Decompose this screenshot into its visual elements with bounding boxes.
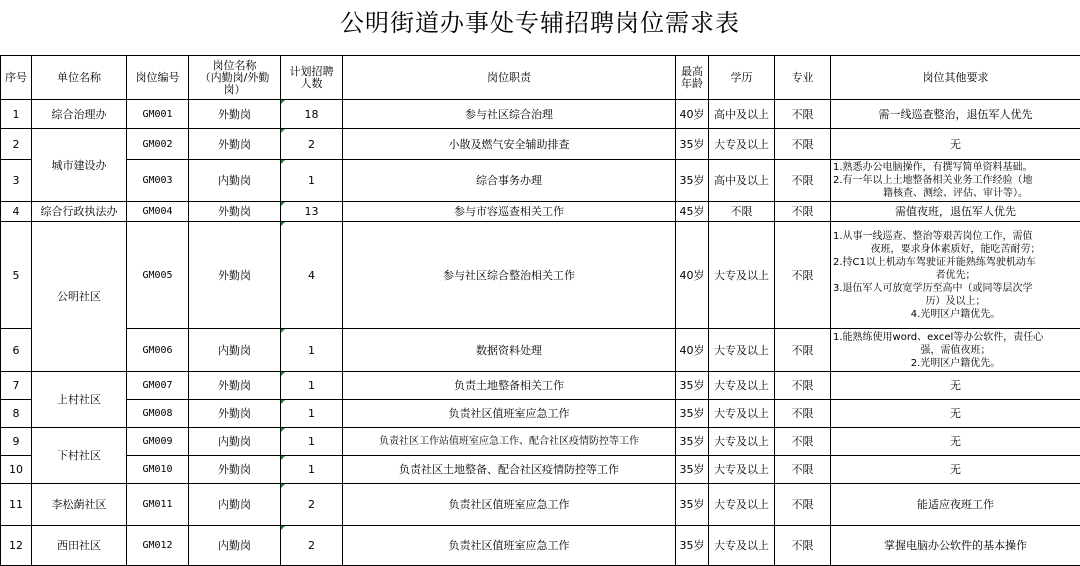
page-title: 公明街道办事处专辅招聘岗位需求表 <box>340 8 740 37</box>
other-line: 历）及以上； <box>925 295 986 307</box>
cell-edu: 大专及以上 <box>709 484 775 526</box>
cell-major: 不限 <box>775 428 831 456</box>
cell-unit: 西田社区 <box>32 526 127 566</box>
cell-code: GM011 <box>127 484 189 526</box>
cell-type: 外勤岗 <box>189 202 281 222</box>
cell-duty: 负责社区工作站值班室应急工作、配合社区疫情防控等工作 <box>343 428 676 456</box>
cell-unit: 综合治理办 <box>32 100 127 129</box>
cell-type: 外勤岗 <box>189 372 281 400</box>
cell-type: 内勤岗 <box>189 329 281 372</box>
cell-code: GM005 <box>127 222 189 329</box>
cell-count: 1 <box>281 329 343 372</box>
cell-type: 外勤岗 <box>189 100 281 129</box>
cell-count: 1 <box>281 400 343 428</box>
other-line: 夜班，要求身体素质好，能吃苦耐劳； <box>870 243 1041 255</box>
other-line: 1.从事一线巡查、整治等艰苦岗位工作，需值 <box>833 230 1033 242</box>
cell-type: 外勤岗 <box>189 129 281 160</box>
table-row <box>1 526 1080 566</box>
cell-edu: 大专及以上 <box>709 526 775 566</box>
cell-major: 不限 <box>775 160 831 202</box>
cell-count: 1 <box>281 372 343 400</box>
other-line: 1.能熟练使用word、excel等办公软件，责任心 <box>833 331 1044 343</box>
header-other: 岗位其他要求 <box>831 56 1080 100</box>
cell-age: 40岁 <box>676 329 709 372</box>
cell-unit: 上村社区 <box>32 372 127 428</box>
cell-unit: 综合行政执法办 <box>32 202 127 222</box>
cell-other: 无 <box>831 428 1080 456</box>
table-row <box>1 428 1080 456</box>
cell-other: 无 <box>831 400 1080 428</box>
cell-code: GM009 <box>127 428 189 456</box>
cell-count: 1 <box>281 160 343 202</box>
cell-other: 能适应夜班工作 <box>831 484 1080 526</box>
cell-edu: 大专及以上 <box>709 456 775 484</box>
cell-duty: 负责土地整备相关工作 <box>343 372 676 400</box>
cell-edu: 大专及以上 <box>709 428 775 456</box>
cell-duty: 数据资料处理 <box>343 329 676 372</box>
other-line: 强，需值夜班； <box>920 344 991 356</box>
cell-code: GM012 <box>127 526 189 566</box>
cell-code: GM002 <box>127 129 189 160</box>
header-age-line: 最高 <box>681 64 703 78</box>
cell-age: 35岁 <box>676 129 709 160</box>
cell-edu: 高中及以上 <box>709 160 775 202</box>
header-count <box>281 56 343 100</box>
cell-no: 1 <box>1 100 32 129</box>
other-line: 2.持C1以上机动车驾驶证并能熟练驾驶机动车 <box>833 256 1036 268</box>
cell-edu: 大专及以上 <box>709 222 775 329</box>
cell-type: 外勤岗 <box>189 400 281 428</box>
cell-major: 不限 <box>775 456 831 484</box>
cell-duty: 参与社区综合整治相关工作 <box>343 222 676 329</box>
cell-edu: 高中及以上 <box>709 100 775 129</box>
other-line: 1.熟悉办公电脑操作，有撰写简单资料基础。 <box>833 162 1033 173</box>
cell-major: 不限 <box>775 100 831 129</box>
cell-other <box>831 329 1080 372</box>
cell-no: 3 <box>1 160 32 202</box>
cell-other <box>831 160 1080 202</box>
cell-duty: 负责社区土地整备、配合社区疫情防控等工作 <box>343 456 676 484</box>
cell-type: 内勤岗 <box>189 160 281 202</box>
cell-code: GM007 <box>127 372 189 400</box>
cell-edu: 不限 <box>709 202 775 222</box>
cell-no: 7 <box>1 372 32 400</box>
cell-major: 不限 <box>775 329 831 372</box>
header-code: 岗位编号 <box>127 56 189 100</box>
table-row <box>1 456 1080 484</box>
header-edu: 学历 <box>709 56 775 100</box>
cell-duty: 负责社区值班室应急工作 <box>343 400 676 428</box>
header-type-line: 岗） <box>223 82 246 96</box>
table-row <box>1 400 1080 428</box>
cell-type: 内勤岗 <box>189 428 281 456</box>
cell-duty: 负责社区值班室应急工作 <box>343 484 676 526</box>
cell-age: 35岁 <box>676 160 709 202</box>
cell-unit: 城市建设办 <box>32 129 127 202</box>
other-line: 4.光明区户籍优先。 <box>910 308 1001 320</box>
table-row <box>1 100 1080 129</box>
cell-code: GM003 <box>127 160 189 202</box>
cell-major: 不限 <box>775 222 831 329</box>
cell-age: 35岁 <box>676 526 709 566</box>
cell-duty: 负责社区值班室应急工作 <box>343 526 676 566</box>
cell-age: 35岁 <box>676 484 709 526</box>
cell-age: 35岁 <box>676 400 709 428</box>
cell-count: 18 <box>281 100 343 129</box>
cell-count: 13 <box>281 202 343 222</box>
cell-no: 6 <box>1 329 32 372</box>
cell-unit: 公明社区 <box>32 222 127 372</box>
cell-no: 12 <box>1 526 32 566</box>
cell-other <box>831 222 1080 329</box>
cell-count: 1 <box>281 456 343 484</box>
header-type-line: （内勤岗/外勤 <box>199 70 270 84</box>
header-age <box>676 56 709 100</box>
other-line: 者优先； <box>935 269 976 281</box>
cell-code: GM008 <box>127 400 189 428</box>
cell-age: 40岁 <box>676 100 709 129</box>
cell-age: 35岁 <box>676 372 709 400</box>
cell-no: 9 <box>1 428 32 456</box>
other-line: 3.退伍军人可放宽学历至高中（或同等层次学 <box>833 282 1033 294</box>
cell-count: 1 <box>281 428 343 456</box>
cell-duty: 小散及燃气安全辅助排查 <box>343 129 676 160</box>
recruitment-table <box>0 55 1080 566</box>
cell-edu: 大专及以上 <box>709 372 775 400</box>
cell-major: 不限 <box>775 526 831 566</box>
cell-count: 4 <box>281 222 343 329</box>
cell-unit: 李松蓢社区 <box>32 484 127 526</box>
other-line: 2.光明区户籍优先。 <box>910 357 1001 369</box>
cell-major: 不限 <box>775 129 831 160</box>
cell-age: 35岁 <box>676 428 709 456</box>
cell-code: GM001 <box>127 100 189 129</box>
cell-type: 外勤岗 <box>189 456 281 484</box>
other-line: 籍核查、测绘、评估、审计等）。 <box>883 188 1028 199</box>
cell-type: 内勤岗 <box>189 484 281 526</box>
cell-duty: 参与市容巡查相关工作 <box>343 202 676 222</box>
header-type-line: 岗位名称 <box>212 58 257 72</box>
cell-major: 不限 <box>775 372 831 400</box>
cell-no: 8 <box>1 400 32 428</box>
cell-type: 内勤岗 <box>189 526 281 566</box>
header-major: 专业 <box>775 56 831 100</box>
cell-other: 需值夜班，退伍军人优先 <box>831 202 1080 222</box>
cell-no: 2 <box>1 129 32 160</box>
cell-type: 外勤岗 <box>189 222 281 329</box>
table-row <box>1 222 1080 329</box>
cell-edu: 大专及以上 <box>709 329 775 372</box>
cell-no: 5 <box>1 222 32 329</box>
table-row <box>1 372 1080 400</box>
cell-duty: 参与社区综合治理 <box>343 100 676 129</box>
cell-code: GM010 <box>127 456 189 484</box>
cell-other: 无 <box>831 129 1080 160</box>
cell-edu: 大专及以上 <box>709 129 775 160</box>
header-unit: 单位名称 <box>32 56 127 100</box>
cell-count: 2 <box>281 526 343 566</box>
cell-major: 不限 <box>775 202 831 222</box>
cell-code: GM004 <box>127 202 189 222</box>
cell-other: 无 <box>831 372 1080 400</box>
header-age-line: 年龄 <box>681 76 703 90</box>
other-line: 2.有一年以上土地整备相关业务工作经验（地 <box>833 175 1033 186</box>
table-row <box>1 129 1080 160</box>
header-no: 序号 <box>1 56 32 100</box>
cell-age: 35岁 <box>676 456 709 484</box>
cell-no: 11 <box>1 484 32 526</box>
cell-duty: 综合事务办理 <box>343 160 676 202</box>
cell-major: 不限 <box>775 400 831 428</box>
table-row <box>1 202 1080 222</box>
cell-other: 掌握电脑办公软件的基本操作 <box>831 526 1080 566</box>
cell-other: 需一线巡查整治，退伍军人优先 <box>831 100 1080 129</box>
header-row <box>1 56 1080 100</box>
header-duty: 岗位职责 <box>343 56 676 100</box>
cell-unit: 下村社区 <box>32 428 127 484</box>
cell-age: 45岁 <box>676 202 709 222</box>
cell-age: 40岁 <box>676 222 709 329</box>
header-count-line: 人数 <box>300 76 323 90</box>
table-row <box>1 329 1080 372</box>
cell-code: GM006 <box>127 329 189 372</box>
table-row <box>1 160 1080 202</box>
header-type <box>189 56 281 100</box>
table-row <box>1 484 1080 526</box>
cell-edu: 大专及以上 <box>709 400 775 428</box>
cell-count: 2 <box>281 129 343 160</box>
cell-no: 4 <box>1 202 32 222</box>
cell-other: 无 <box>831 456 1080 484</box>
cell-no: 10 <box>1 456 32 484</box>
cell-major: 不限 <box>775 484 831 526</box>
cell-count: 2 <box>281 484 343 526</box>
header-count-line: 计划招聘 <box>289 64 334 78</box>
